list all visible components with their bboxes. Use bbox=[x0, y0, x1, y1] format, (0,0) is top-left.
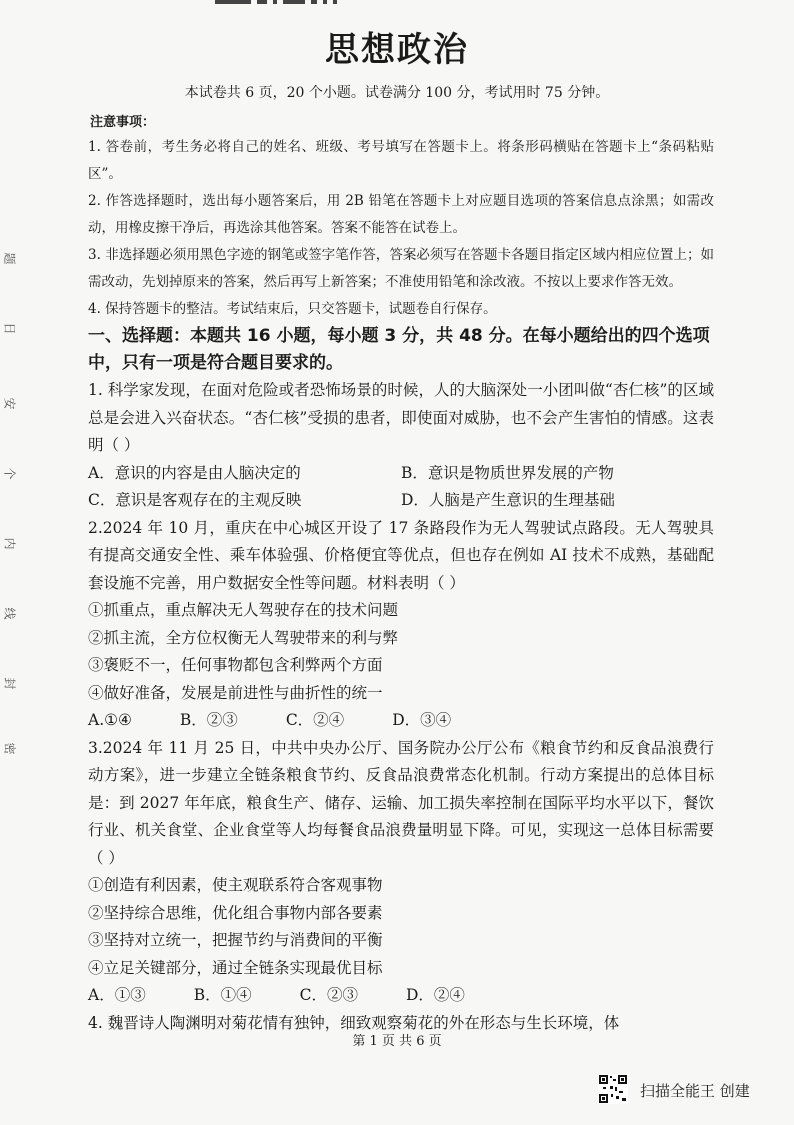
margin-char: 线 bbox=[2, 607, 17, 620]
option-a: A．意识的内容是由人脑决定的 bbox=[88, 463, 301, 482]
exam-subtitle: 本试卷共 6 页，20 个小题。试卷满分 100 分，考试用时 75 分钟。 bbox=[184, 85, 610, 101]
question-1 bbox=[88, 377, 714, 515]
option-b: B．①④ bbox=[193, 986, 252, 1004]
top-scan-marks bbox=[215, 0, 475, 6]
statement-3: ③坚持对立统一，把握节约与消费间的平衡 bbox=[88, 931, 383, 949]
margin-char: 内 bbox=[2, 537, 17, 550]
margin-char: 安 bbox=[2, 397, 17, 410]
question-stem: 2.2024 年 10 月，重庆在中心城区开设了 17 条路段作为无人驾驶试点路段。无人驾驶具有提高交通安全性、乘车体验强、价格便宜等优点，但也存在例如 AI 技术不成熟，基础配套设施不完善，用户数据安全性等问题。材料表明（ ） bbox=[88, 518, 714, 592]
statement-1: ①抓重点，重点解决无人驾驶存在的技术问题 bbox=[88, 601, 399, 619]
option-c: C．②③ bbox=[299, 986, 358, 1004]
option-a: A.①④ bbox=[88, 711, 132, 729]
notice-item: 4. 保持答题卡的整洁。考试结束后，只交答题卡，试题卷自行保存。 bbox=[88, 301, 497, 317]
choice-row bbox=[88, 982, 714, 1010]
question-stem: 3.2024 年 11 月 25 日，中共中央办公厅、国务院办公厅公布《粮食节约和反食品浪费行动方案》，进一步建立全链条粮食节约、反食品浪费常态化机制。行动方案提出的总体目标是：到 2027 年年底，粮食生产、储存、运输、加工损失率控制在国际平均水平以下，餐饮行业、机关食堂、企业食堂等人均每餐食品浪费量明显下降。可见，实现这一总体目标需要（ ） bbox=[88, 738, 714, 867]
notice-item: 2. 作答选择题时，选出每小题答案后，用 2B 铅笔在答题卡上对应题目选项的答案信息点涂黑；如需改动，用橡皮擦干净后，再选涂其他答案。答案不能答在试卷上。 bbox=[88, 193, 714, 236]
margin-char: 题 bbox=[2, 252, 17, 265]
margin-char: 个 bbox=[2, 467, 17, 480]
binding-margin bbox=[0, 0, 24, 1125]
page-footer: 第 1 页 共 6 页 bbox=[352, 1034, 442, 1049]
statement-2: ②坚持综合思维，优化组合事物内部各要素 bbox=[88, 903, 383, 922]
option-d: D．人脑是产生意识的生理基础 bbox=[401, 491, 615, 509]
statement-4: ④做好准备，发展是前进性与曲折性的统一 bbox=[88, 683, 383, 702]
question-stem: 1. 科学家发现，在面对危险或者恐怖场景的时候，人的大脑深处一小团叫做“杏仁核”的区域总是会进入兴奋状态。“杏仁核”受损的患者，即使面对威胁，也不会产生害怕的情感。这表明（ ） bbox=[88, 381, 714, 454]
option-d: D．②④ bbox=[405, 986, 465, 1004]
statement-3: ③褒贬不一，任何事物都包含利弊两个方面 bbox=[88, 656, 383, 674]
question-stem: 4. 魏晋诗人陶渊明对菊花情有独钟，细致观察菊花的外在形态与生长环境，体 bbox=[88, 1013, 620, 1032]
margin-char: 封 bbox=[2, 677, 17, 690]
option-c: C．②④ bbox=[285, 711, 345, 729]
option-row bbox=[88, 487, 714, 515]
scanner-watermark: 扫描全能王 创建 bbox=[640, 1082, 750, 1100]
option-row bbox=[88, 460, 714, 488]
notice-item: 3. 非选择题必须用黑色字迹的钢笔或签字笔作答，答案必须写在答题卡各题目指定区域内相应位置上；如需改动，先划掉原来的答案，然后再写上新答案；不准使用铅笔和涂改液。不按以上要求作答无效。 bbox=[88, 247, 714, 290]
section-heading: 一、选择题：本题共 16 小题，每小题 3 分，共 48 分。在每小题给出的四个选项中，只有一项是符合题目要求的。 bbox=[88, 326, 710, 373]
notice-heading: 注意事项： bbox=[90, 115, 156, 130]
statement-4: ④立足关键部分，通过全链条实现最优目标 bbox=[88, 958, 383, 977]
exam-title: 思想政治 bbox=[325, 30, 469, 70]
option-c: C．意识是客观存在的主观反映 bbox=[88, 491, 302, 509]
question-3 bbox=[88, 735, 714, 1010]
option-a: A．①③ bbox=[88, 986, 146, 1004]
option-b: B．意识是物质世界发展的产物 bbox=[401, 463, 614, 482]
option-d: D．③④ bbox=[392, 711, 452, 729]
statement-1: ①创造有利因素，使主观联系符合客观事物 bbox=[88, 876, 383, 894]
margin-char: 密 bbox=[2, 742, 17, 755]
option-b: B．②③ bbox=[179, 711, 238, 729]
notice-item: 1. 答卷前，考生务必将自己的姓名、班级、考号填写在答题卡上。将条形码横贴在答题卡上“条码粘贴区”。 bbox=[88, 139, 714, 182]
question-2 bbox=[88, 515, 714, 735]
qr-code-icon bbox=[598, 1074, 628, 1104]
choice-row bbox=[88, 707, 714, 735]
margin-char: 日 bbox=[2, 322, 17, 335]
exam-content bbox=[88, 106, 714, 1037]
statement-2: ②抓主流，全方位权衡无人驾驶带来的利与弊 bbox=[88, 628, 399, 647]
